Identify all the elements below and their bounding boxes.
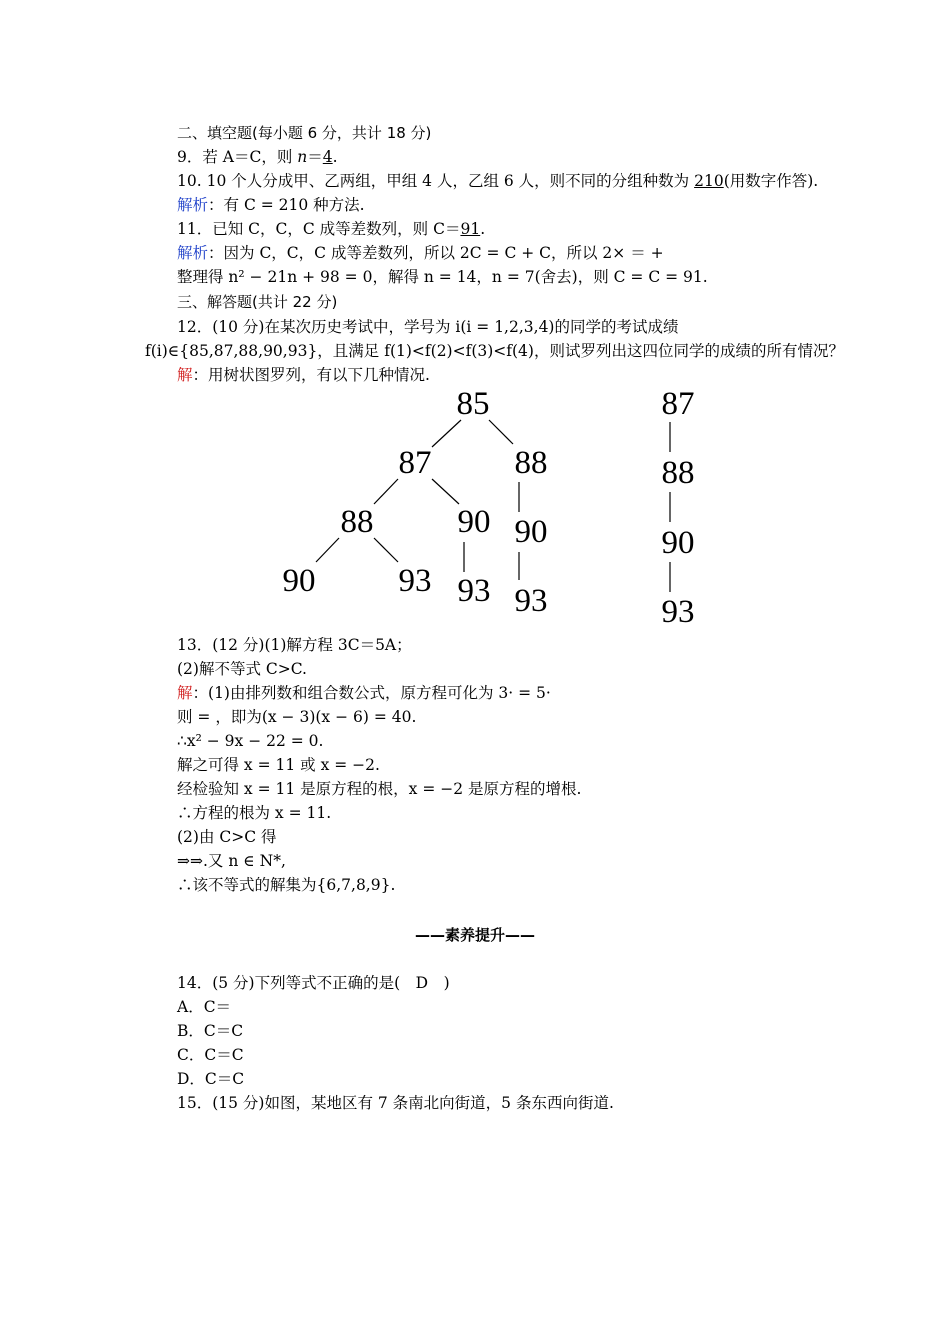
tree-node: 90 [661,525,695,561]
solution-13-step: ∴x² − 9x − 22 = 0. [177,732,324,750]
option-a: A．C＝ [177,998,232,1016]
question-9: 9．若 A＝C，则 n＝4. [177,148,338,166]
question-14: 14．(5 分)下列等式不正确的是( D ) [177,974,450,992]
question-13-line2: (2)解不等式 C>C. [177,660,307,678]
tree-node: 93 [661,594,695,630]
section3-heading: 三、解答题(共计 22 分) [177,293,338,311]
tree-diagram [0,380,950,630]
tree-node: 90 [514,514,548,550]
solution-13-step: ∴该不等式的解集为{6,7,8,9}. [177,876,396,894]
tree-node: 85 [456,386,490,422]
question-13-line1: 13．(12 分)(1)解方程 3C＝5A； [177,636,412,654]
question-12-line1: 12．(10 分)在某次历史考试中，学号为 i(i = 1,2,3,4)的同学的考试成绩 [177,318,679,336]
question-10: 10. 10 个人分成甲、乙两组，甲组 4 人，乙组 6 人，则不同的分组种数为 210(用数字作答). [177,172,819,190]
solution-13-step: 则 = ，即为(x − 3)(x − 6) = 40. [177,708,417,726]
tree-node: 88 [661,455,695,491]
tree-node: 93 [457,573,491,609]
tree-node: 87 [661,386,695,422]
solution-10: 解析：有 C = 210 种方法. [177,196,365,214]
answer-10: 210 [694,172,724,190]
option-b: B．C＝C [177,1022,244,1040]
section2-heading: 二、填空题(每小题 6 分，共计 18 分) [177,124,432,142]
option-c: C．C＝C [177,1046,244,1064]
tree-node: 87 [398,445,432,481]
question-11: 11．已知 C，C，C 成等差数列，则 C＝91. [177,220,486,238]
analysis-label: 解析 [177,196,209,214]
solution-label: 解 [177,366,193,384]
tree-node: 90 [282,563,316,599]
analysis-label: 解析 [177,244,209,262]
tree-node: 90 [457,504,491,540]
question-15: 15．(15 分)如图，某地区有 7 条南北向街道，5 条东西向街道. [177,1094,614,1112]
option-d: D．C＝C [177,1070,245,1088]
solution-11: 解析：因为 C，C，C 成等差数列，所以 2C = C + C，所以 2× ＝ + [177,244,664,262]
tree-node: 88 [340,504,374,540]
answer-9: 4 [322,148,333,166]
question-12-line2: f(i)∈{85,87,88,90,93}，且满足 f(1)<f(2)<f(3)<f(4)，则试罗列出这四位同学的成绩的所有情况？ [145,342,844,360]
solution-13-step: 经检验知 x = 11 是原方程的根，x = −2 是原方程的增根. [177,780,582,798]
solution-13: 解：(1)由排列数和组合数公式，原方程可化为 3· = 5· [177,684,551,702]
solution-13-step: ∴方程的根为 x = 11. [177,804,332,822]
tree-node: 93 [514,583,548,619]
answer-11: 91 [460,220,481,238]
solution-label: 解 [177,684,193,702]
solution-11-line2: 整理得 n² − 21n + 98 = 0，解得 n = 14，n = 7(舍去)，则 C = C = 91. [177,268,708,286]
section-title-improvement: ——素养提升—— [414,926,535,944]
tree-node: 88 [514,445,548,481]
solution-13-step: ⇒⇒.又 n ∈ N*, [177,852,286,870]
solution-12: 解：用树状图罗列，有以下几种情况. [177,366,430,384]
tree-node: 93 [398,563,432,599]
solution-13-step: (2)由 C>C 得 [177,828,277,846]
solution-13-step: 解之可得 x = 11 或 x = −2. [177,756,380,774]
